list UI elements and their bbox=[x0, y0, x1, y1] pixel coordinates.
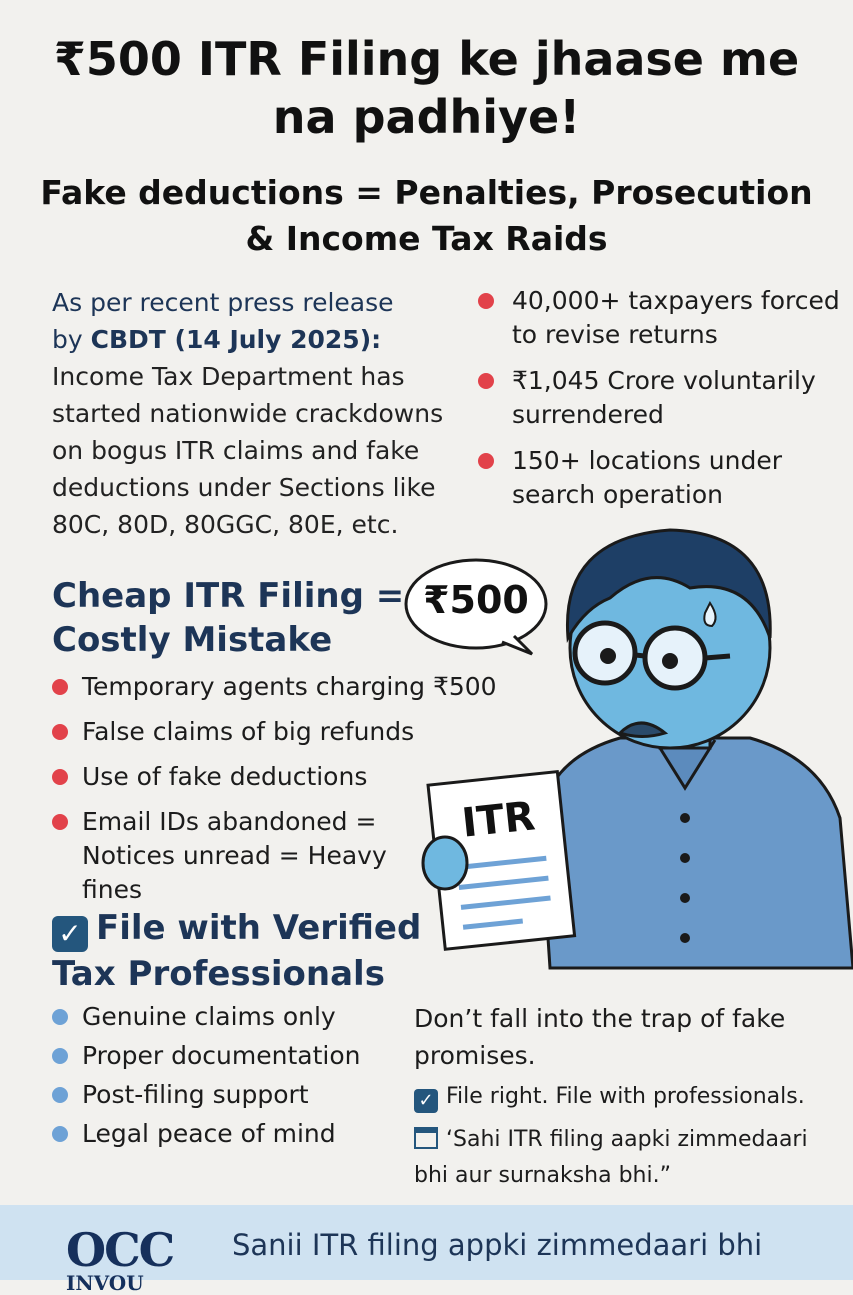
press-release-block bbox=[52, 284, 472, 543]
title-line-1: ₹500 ITR Filing ke jhaase me bbox=[53, 32, 800, 86]
brand-logo: OCC bbox=[66, 1223, 174, 1277]
red-bullet-icon bbox=[52, 769, 68, 785]
blue-bullet-icon bbox=[52, 1126, 68, 1142]
red-bullet-icon bbox=[52, 814, 68, 830]
stat-text: 150+ locations under search operation bbox=[512, 446, 782, 509]
list-item bbox=[52, 805, 432, 907]
cbdt-date: CBDT (14 July 2025) bbox=[90, 325, 372, 354]
stats-list bbox=[478, 284, 848, 524]
list-item bbox=[52, 1039, 412, 1073]
red-bullet-icon bbox=[52, 679, 68, 695]
red-bullet-icon bbox=[52, 724, 68, 740]
stat-item bbox=[478, 284, 848, 352]
list-item-text: Use of fake deductions bbox=[82, 762, 368, 791]
list-item-text: False claims of big refunds bbox=[82, 717, 415, 746]
press-lead-prefix: by bbox=[52, 325, 91, 354]
quote-text: ‘Sahi ITR filing aapki zimmedaari bhi aur surnaksha bhi.” bbox=[414, 1127, 808, 1188]
list-item-text: Proper documentation bbox=[82, 1041, 361, 1070]
list-item-text: Legal peace of mind bbox=[82, 1119, 336, 1148]
footer-tagline: Sanii ITR filing appki zimmedaari bhi bbox=[232, 1228, 763, 1262]
title-line-2: na padhiye! bbox=[272, 90, 581, 144]
list-item-text: Post-filing support bbox=[82, 1080, 309, 1109]
cheap-filing-heading: Cheap ITR Filing = Costly Mistake bbox=[52, 576, 405, 660]
brand-logo-sub: INVOU bbox=[66, 1271, 144, 1295]
list-item bbox=[52, 1117, 412, 1151]
subtitle-line-2: & Income Tax Raids bbox=[245, 219, 608, 258]
blue-bullet-icon bbox=[52, 1048, 68, 1064]
stat-item bbox=[478, 364, 848, 432]
press-lead-2 bbox=[52, 321, 472, 358]
checkbox-icon: ✓ bbox=[414, 1089, 438, 1113]
verified-heading-text: File with Verified Tax Professionals bbox=[52, 908, 422, 994]
stat-item bbox=[478, 444, 848, 512]
itr-document-label: ITR bbox=[459, 793, 538, 847]
page-title bbox=[0, 30, 853, 146]
stat-text: ₹1,045 Crore voluntarily surrendered bbox=[512, 366, 816, 429]
calendar-icon bbox=[414, 1127, 438, 1149]
press-body: Income Tax Department has started nationwide crackdowns on bogus ITR claims and fake deductions under Sections like 80C, 80D, 80GGC, 80E, etc. bbox=[52, 362, 444, 539]
list-item bbox=[52, 1000, 412, 1034]
verified-heading bbox=[52, 906, 432, 996]
list-item-text: Genuine claims only bbox=[82, 1002, 336, 1031]
list-item-text: Email IDs abandoned = Notices unread = Heavy fines bbox=[82, 807, 387, 904]
bubble-price: ₹500 bbox=[423, 578, 529, 622]
quote-line bbox=[414, 1122, 844, 1194]
list-item-text: Temporary agents charging ₹500 bbox=[82, 672, 497, 701]
page-subtitle bbox=[0, 170, 853, 262]
blue-bullet-icon bbox=[52, 1009, 68, 1025]
file-right-text: File right. File with professionals. bbox=[446, 1084, 805, 1109]
red-bullet-icon bbox=[478, 373, 494, 389]
subtitle-line-1: Fake deductions = Penalties, Prosecution bbox=[40, 173, 813, 212]
stat-text: 40,000+ taxpayers forced to revise returns bbox=[512, 286, 840, 349]
red-bullet-icon bbox=[478, 293, 494, 309]
press-lead-1: As per recent press release bbox=[52, 288, 394, 317]
press-lead-suffix: : bbox=[371, 325, 382, 354]
trap-warning: Don’t fall into the trap of fake promises. bbox=[414, 1004, 786, 1070]
red-bullet-icon bbox=[478, 453, 494, 469]
file-right-line bbox=[414, 1080, 844, 1114]
checkbox-icon: ✓ bbox=[52, 916, 88, 952]
footer-banner bbox=[0, 1205, 853, 1295]
verified-benefits-list bbox=[52, 1000, 412, 1156]
blue-bullet-icon bbox=[52, 1087, 68, 1103]
list-item bbox=[52, 1078, 412, 1112]
